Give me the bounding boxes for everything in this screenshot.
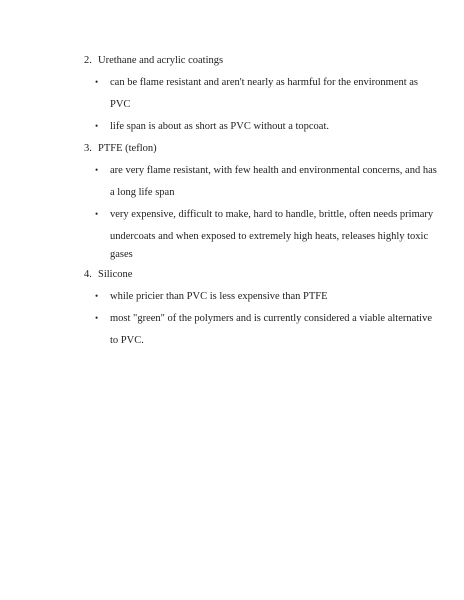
list-item-heading: [84, 142, 157, 155]
bullet-text-line: gases: [110, 249, 133, 260]
bullet-icon: •: [95, 209, 99, 219]
bullet-text-line: to PVC.: [110, 335, 144, 346]
bullet-text-line: while pricier than PVC is less expensive than PTFE: [110, 291, 328, 302]
bullet-text-line: very expensive, difficult to make, hard to handle, brittle, often needs primary: [110, 209, 434, 220]
bullet-icon: •: [95, 165, 99, 175]
list-item-number: 4.: [84, 269, 92, 280]
list-item-number: 3.: [84, 143, 92, 154]
list-item-title: Silicone: [98, 269, 133, 280]
bullet-icon: •: [95, 313, 99, 323]
list-item-title: Urethane and acrylic coatings: [98, 55, 224, 66]
bullet-text-line: are very flame resistant, with few health and environmental concerns, and has: [110, 165, 437, 176]
list-item-number: 2.: [84, 55, 92, 66]
bullet-text-line: undercoats and when exposed to extremely high heats, releases highly toxic: [110, 231, 429, 242]
list-item-heading: [84, 54, 223, 67]
bullet-icon: •: [95, 77, 99, 87]
bullet-text-line: PVC: [110, 99, 131, 110]
list-item-heading: [84, 268, 132, 281]
bullet-text-line: life span is about as short as PVC without a topcoat.: [110, 121, 330, 132]
bullet-icon: •: [95, 121, 99, 131]
bullet-text-line: most "green" of the polymers and is currently considered a viable alternative: [110, 313, 433, 324]
list-item-title: PTFE (teflon): [98, 143, 157, 154]
bullet-text-line: a long life span: [110, 187, 175, 198]
bullet-text-line: can be flame resistant and aren't nearly as harmful for the environment as: [110, 77, 419, 88]
bullet-icon: •: [95, 291, 99, 301]
